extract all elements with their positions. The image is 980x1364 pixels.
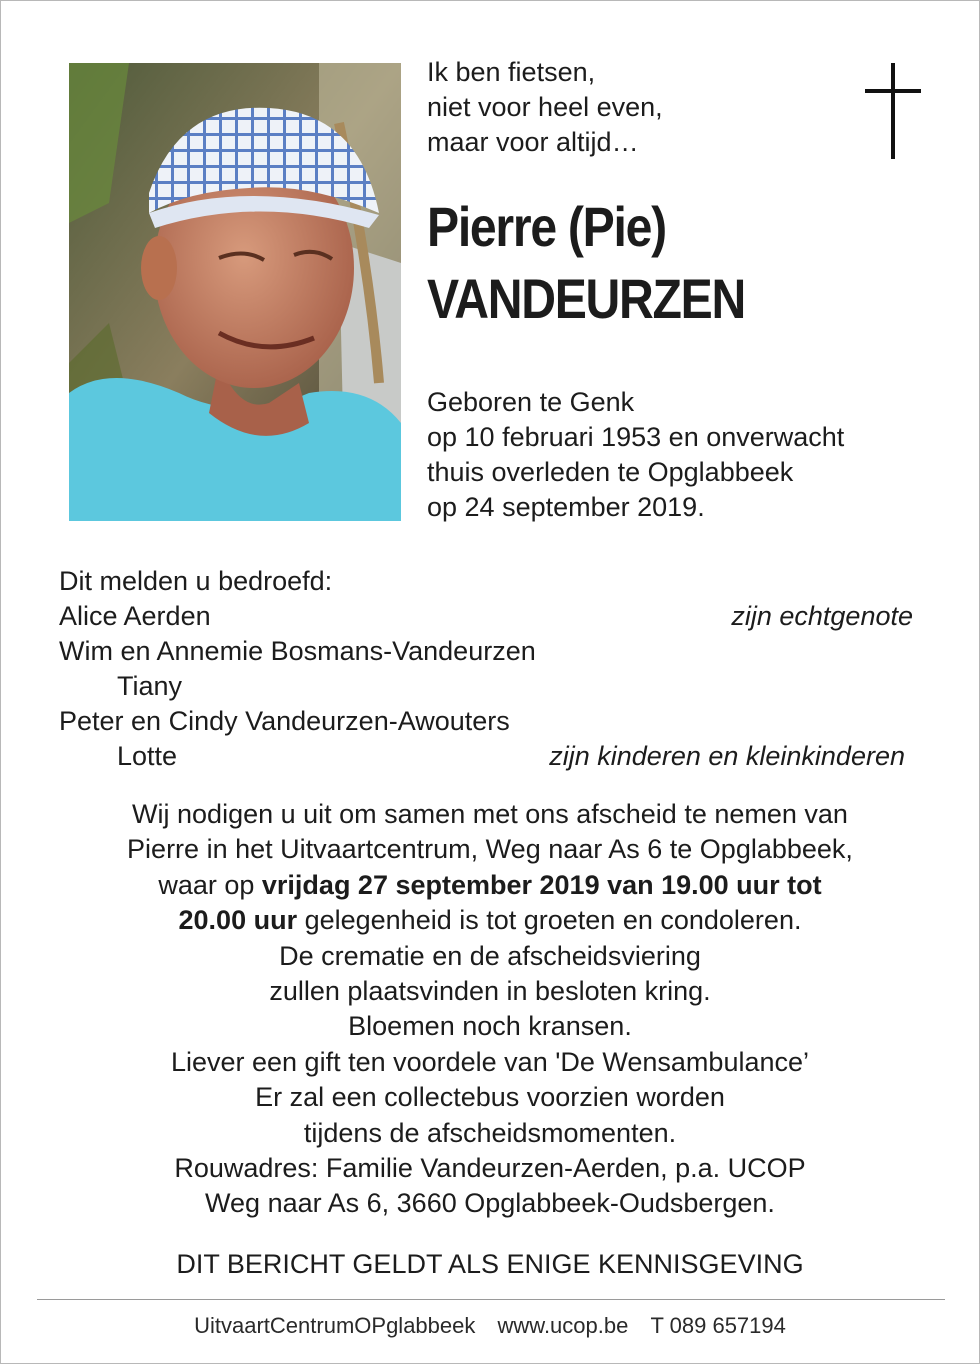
born-line: thuis overleden te Opglabbeek [427,457,794,487]
family-relation: zijn kinderen en kleinkinderen [549,741,905,771]
invitation-text [1,797,979,1222]
invitation-line [1,903,979,938]
footer-website-link[interactable]: www.ucop.be [497,1313,629,1338]
invitation-line: De crematie en de afscheidsviering [279,940,701,971]
family-row [59,739,915,774]
family-name: Lotte [117,741,178,771]
invitation-text-part: waar op [158,869,262,900]
family-row [59,669,915,704]
footer-phone: T 089 657194 [650,1313,786,1338]
poem [427,55,663,160]
notice-line: DIT BERICHT GELDT ALS ENIGE KENNISGEVING [176,1249,804,1279]
family-relation: zijn echtgenote [731,601,913,631]
last-name: VANDEURZEN [427,267,745,330]
invitation-line: Weg naar As 6, 3660 Opglabbeek-Oudsbergen. [205,1188,775,1219]
birth-death-info [427,385,844,525]
family-name: Tiany [117,671,183,701]
family-intro: Dit melden u bedroefd: [59,566,333,596]
portrait-illustration [69,63,401,521]
cross-icon [865,63,921,159]
poem-line: niet voor heel even, [427,92,663,122]
deceased-name [427,191,745,335]
invitation-line: tijdens de afscheidsmomenten. [303,1117,677,1148]
invitation-line: Pierre in het Uitvaartcentrum, Weg naar As 6 te Opglabbeek, [127,834,853,865]
invitation-line: Wij nodigen u uit om samen met ons afscheid te nemen van [132,799,848,829]
poem-line: maar voor altijd… [427,127,639,157]
family-row [59,599,915,634]
invitation-line [1,868,979,903]
family-name: Peter en Cindy Vandeurzen-Awouters [59,706,510,736]
invitation-line: Bloemen noch kransen. [348,1011,632,1042]
footer-company: UitvaartCentrumOPglabbeek [194,1313,476,1338]
footer [1,1312,979,1340]
visitation-date: vrijdag 27 september 2019 van 19.00 uur tot [261,869,822,900]
invitation-text-part: gelegenheid is tot groeten en condoleren. [297,905,802,936]
family-name: Wim en Annemie Bosmans-Vandeurzen [59,636,536,666]
invitation-line: Rouwadres: Familie Vandeurzen-Aerden, p.a. UCOP [174,1153,806,1184]
invitation-line: zullen plaatsvinden in besloten kring. [269,976,711,1007]
poem-line: Ik ben fietsen, [427,57,596,87]
invitation-line: Er zal een collectebus voorzien worden [255,1082,725,1113]
born-line: op 10 februari 1953 en onverwacht [427,422,845,452]
family-row [59,634,915,669]
visitation-time: 20.00 uur [178,905,298,936]
family-list [59,564,915,774]
born-line: op 24 september 2019. [427,492,705,522]
family-name: Alice Aerden [59,601,211,631]
family-row [59,704,915,739]
footer-divider [37,1299,945,1300]
portrait-photo [69,63,401,521]
first-name: Pierre (Pie) [427,195,666,258]
born-line: Geboren te Genk [427,387,635,417]
invitation-line: Liever een gift ten voordele van 'De Wensambulance’ [170,1046,810,1077]
